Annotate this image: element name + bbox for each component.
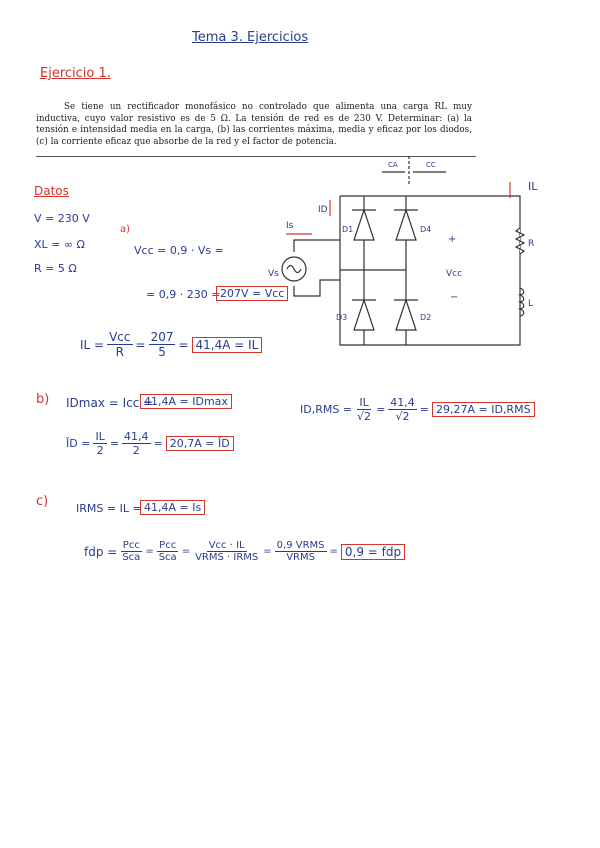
id-avg-result: 20,7A = ĪD bbox=[166, 436, 234, 451]
fdp-den-2: Sca bbox=[158, 552, 177, 563]
fdp-num-3: Vcc · IL bbox=[208, 540, 245, 551]
fdp-den-1: Sca bbox=[122, 552, 141, 563]
diode-d3 bbox=[352, 300, 376, 330]
circuit-il-label: IL bbox=[528, 180, 538, 193]
fdp-fraction-3 bbox=[193, 540, 260, 563]
inductor-l bbox=[520, 288, 524, 316]
problem-statement: Se tiene un rectificador monofásico no controlado que alimenta una carga RL muy inductiva, cuyo valor resistivo es de 5 Ω. La tensión de red es de 230 V. Determinar: (a) la tensión e intensidad media en la carga, (b) las corrientes máxima, media y eficaz por los diodos, (c) la corriente eficaz que absorbe de la red y el factor de potencia. bbox=[36, 102, 472, 147]
circuit-vcc-label: Vcc bbox=[446, 269, 463, 279]
id-rms-lhs: ID,RMS = bbox=[300, 403, 353, 416]
il-den-2: 5 bbox=[158, 345, 166, 359]
fdp-den-4: VRMS bbox=[286, 552, 315, 563]
il-num: Vcc bbox=[109, 330, 131, 344]
id-avg-formula bbox=[66, 430, 234, 457]
id-rms-eq: = bbox=[376, 403, 386, 416]
diode-d4 bbox=[394, 210, 418, 240]
id-rms-num-2: 41,4 bbox=[390, 396, 415, 409]
diode-d1 bbox=[352, 210, 376, 240]
fdp-num-1: Pcc bbox=[122, 540, 140, 551]
id-rms-num: IL bbox=[359, 396, 369, 409]
resistor-r bbox=[516, 228, 524, 254]
id-avg-eq-2: = bbox=[153, 437, 163, 450]
circuit-plus: + bbox=[448, 234, 457, 245]
circuit-d1-label: D1 bbox=[342, 225, 354, 234]
id-rms-eq-2: = bbox=[419, 403, 429, 416]
circuit-minus: − bbox=[450, 292, 459, 303]
ac-source bbox=[282, 257, 306, 281]
il-lhs: IL = bbox=[80, 337, 105, 352]
irms-result: 41,4A = Is bbox=[140, 500, 205, 515]
source-top-wire bbox=[294, 240, 340, 252]
id-avg-lhs: ĪD = bbox=[66, 437, 91, 450]
data-voltage: V = 230 V bbox=[34, 212, 90, 225]
id-rms-formula bbox=[300, 396, 535, 423]
il-fraction-2 bbox=[149, 330, 176, 359]
cc-label: CC bbox=[426, 161, 436, 169]
id-rms-result: 29,27A = ID,RMS bbox=[432, 402, 535, 417]
fdp-eq-3: = bbox=[263, 546, 272, 557]
fdp-fraction-4 bbox=[275, 540, 327, 563]
il-result: 41,4A = IL bbox=[192, 337, 263, 353]
vcc-result: 207V = Vcc bbox=[216, 286, 288, 301]
fdp-num-4: 0,9 VRMS bbox=[276, 540, 325, 551]
id-avg-den: 2 bbox=[96, 444, 104, 457]
ca-label: CA bbox=[388, 161, 398, 169]
circuit-d4-label: D4 bbox=[420, 225, 432, 234]
vcc-calc: = 0,9 · 230 = bbox=[146, 288, 221, 301]
id-rms-fraction-2 bbox=[388, 396, 417, 423]
part-b-label: b) bbox=[36, 392, 50, 407]
circuit-d2-label: D2 bbox=[420, 313, 432, 322]
id-avg-fraction-2 bbox=[122, 430, 151, 457]
id-avg-den-2: 2 bbox=[132, 444, 140, 457]
fdp-eq-4: = bbox=[329, 546, 338, 557]
diode-d2 bbox=[394, 300, 418, 330]
part-a-label: a) bbox=[120, 224, 131, 235]
idmax-formula: IDmax = Icc = bbox=[66, 396, 154, 410]
id-avg-fraction bbox=[93, 430, 106, 457]
id-avg-eq: = bbox=[109, 437, 120, 450]
circuit-vs-label: Vs bbox=[268, 269, 279, 279]
id-avg-num-2: 41,4 bbox=[124, 430, 149, 443]
il-fraction bbox=[107, 330, 132, 359]
fdp-result: 0,9 = fdp bbox=[341, 544, 405, 560]
bridge-top-wire bbox=[340, 196, 520, 345]
fdp-fraction-2 bbox=[157, 540, 179, 563]
part-c-label: c) bbox=[36, 494, 49, 509]
circuit-id-label: ID bbox=[318, 205, 328, 215]
vcc-formula: Vcc = 0,9 · Vs = bbox=[134, 244, 224, 257]
id-rms-den: √2 bbox=[357, 410, 372, 423]
idmax-result: 41,4A = IDmax bbox=[140, 394, 232, 409]
exercise-title: Ejercicio 1. bbox=[40, 66, 111, 81]
circuit-d3-label: D3 bbox=[336, 313, 348, 322]
il-den: R bbox=[115, 345, 124, 359]
id-avg-num: IL bbox=[95, 430, 105, 443]
circuit-r-label: R bbox=[528, 239, 535, 249]
id-rms-den-2: √2 bbox=[395, 410, 410, 423]
fdp-eq-1: = bbox=[145, 546, 154, 557]
il-num-2: 207 bbox=[150, 330, 174, 344]
page-title: Tema 3. Ejercicios bbox=[192, 30, 309, 45]
circuit-is-label: Is bbox=[286, 221, 294, 231]
data-inductance: XL = ∞ Ω bbox=[34, 238, 85, 251]
fdp-num-2: Pcc bbox=[159, 540, 177, 551]
fdp-den-3: VRMS · IRMS bbox=[195, 552, 259, 563]
irms-formula: IRMS = IL = bbox=[76, 502, 142, 515]
ac-wave-icon bbox=[287, 266, 301, 273]
fdp-eq-2: = bbox=[181, 546, 191, 557]
separator-line bbox=[36, 156, 476, 157]
data-title: Datos bbox=[34, 184, 69, 198]
il-formula bbox=[80, 330, 262, 359]
fdp-fraction-1 bbox=[120, 540, 142, 563]
il-eq: = bbox=[135, 337, 146, 352]
data-resistance: R = 5 Ω bbox=[34, 262, 77, 275]
source-bottom-wire bbox=[294, 280, 340, 296]
fdp-formula bbox=[84, 540, 405, 563]
id-rms-fraction bbox=[355, 396, 373, 423]
il-eq-2: = bbox=[178, 337, 189, 352]
circuit-l-label: L bbox=[528, 299, 534, 309]
fdp-lhs: fdp = bbox=[84, 544, 118, 559]
